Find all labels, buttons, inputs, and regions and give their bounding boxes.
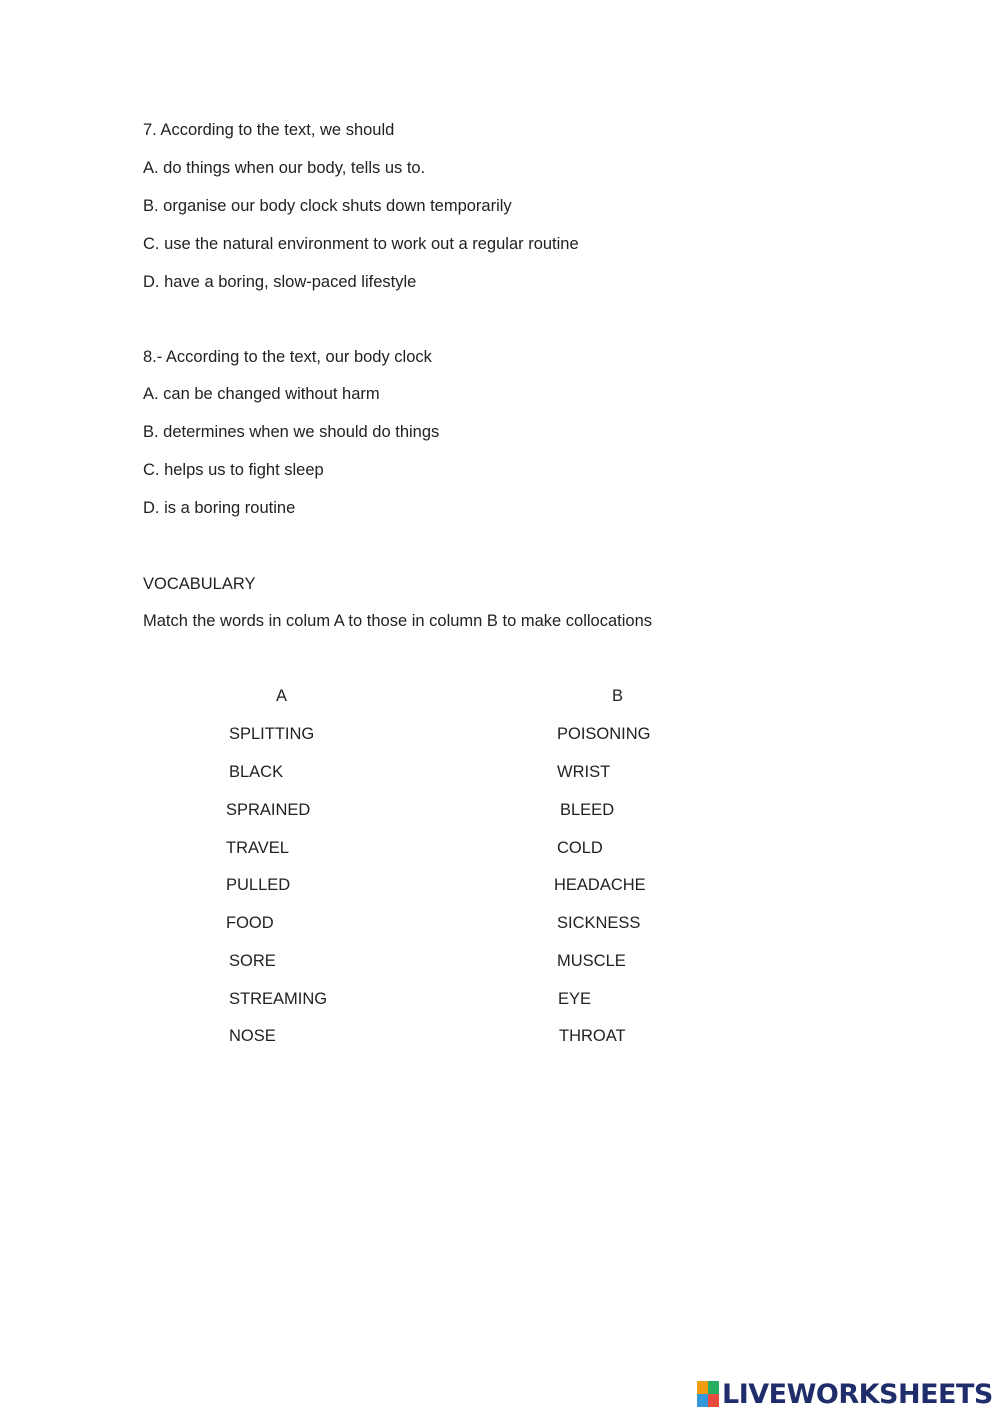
column-a-word: TRAVEL [226, 839, 289, 857]
question-8-option-d: D. is a boring routine [143, 499, 296, 517]
question-8-option-c: C. helps us to fight sleep [143, 461, 324, 479]
question-7-option-c: C. use the natural environment to work out a regular routine [143, 235, 579, 253]
column-b-header: B [612, 687, 624, 705]
column-b-word: BLEED [560, 801, 615, 819]
question-7-stem: 7. According to the text, we should [143, 121, 395, 139]
column-b-word: WRIST [557, 763, 611, 781]
column-a-word: STREAMING [229, 990, 328, 1008]
column-a-word: PULLED [226, 876, 291, 894]
logo-mark-tile [697, 1394, 708, 1407]
column-b-word: EYE [558, 990, 592, 1008]
question-7-option-d: D. have a boring, slow-paced lifestyle [143, 273, 417, 291]
column-a-word: SPLITTING [229, 725, 315, 743]
liveworksheets-logo-text: LIVEWORKSHEETS [722, 1378, 993, 1410]
question-8-stem: 8.- According to the text, our body clock [143, 348, 432, 366]
logo-mark-tile [708, 1381, 719, 1394]
column-a-word: SORE [229, 952, 276, 970]
question-7-option-a: A. do things when our body, tells us to. [143, 159, 426, 177]
vocabulary-heading: VOCABULARY [143, 575, 256, 593]
column-b-word: THROAT [559, 1027, 626, 1045]
column-b-word: COLD [557, 839, 603, 857]
liveworksheets-logo-icon [697, 1381, 719, 1407]
column-b-word: POISONING [557, 725, 651, 743]
liveworksheets-logo [697, 1378, 993, 1410]
column-a-word: BLACK [229, 763, 284, 781]
logo-mark-tile [697, 1381, 708, 1394]
column-b-word: HEADACHE [554, 876, 646, 894]
vocabulary-instruction: Match the words in colum A to those in column B to make collocations [143, 612, 653, 630]
column-a-header: A [276, 687, 288, 705]
logo-mark-tile [708, 1394, 719, 1407]
column-a-word: FOOD [226, 914, 274, 932]
column-b-word: MUSCLE [557, 952, 626, 970]
question-8-option-b: B. determines when we should do things [143, 423, 440, 441]
column-b-word: SICKNESS [557, 914, 641, 932]
question-7-option-b: B. organise our body clock shuts down temporarily [143, 197, 512, 215]
question-8-option-a: A. can be changed without harm [143, 385, 380, 403]
column-a-word: SPRAINED [226, 801, 311, 819]
column-a-word: NOSE [229, 1027, 276, 1045]
